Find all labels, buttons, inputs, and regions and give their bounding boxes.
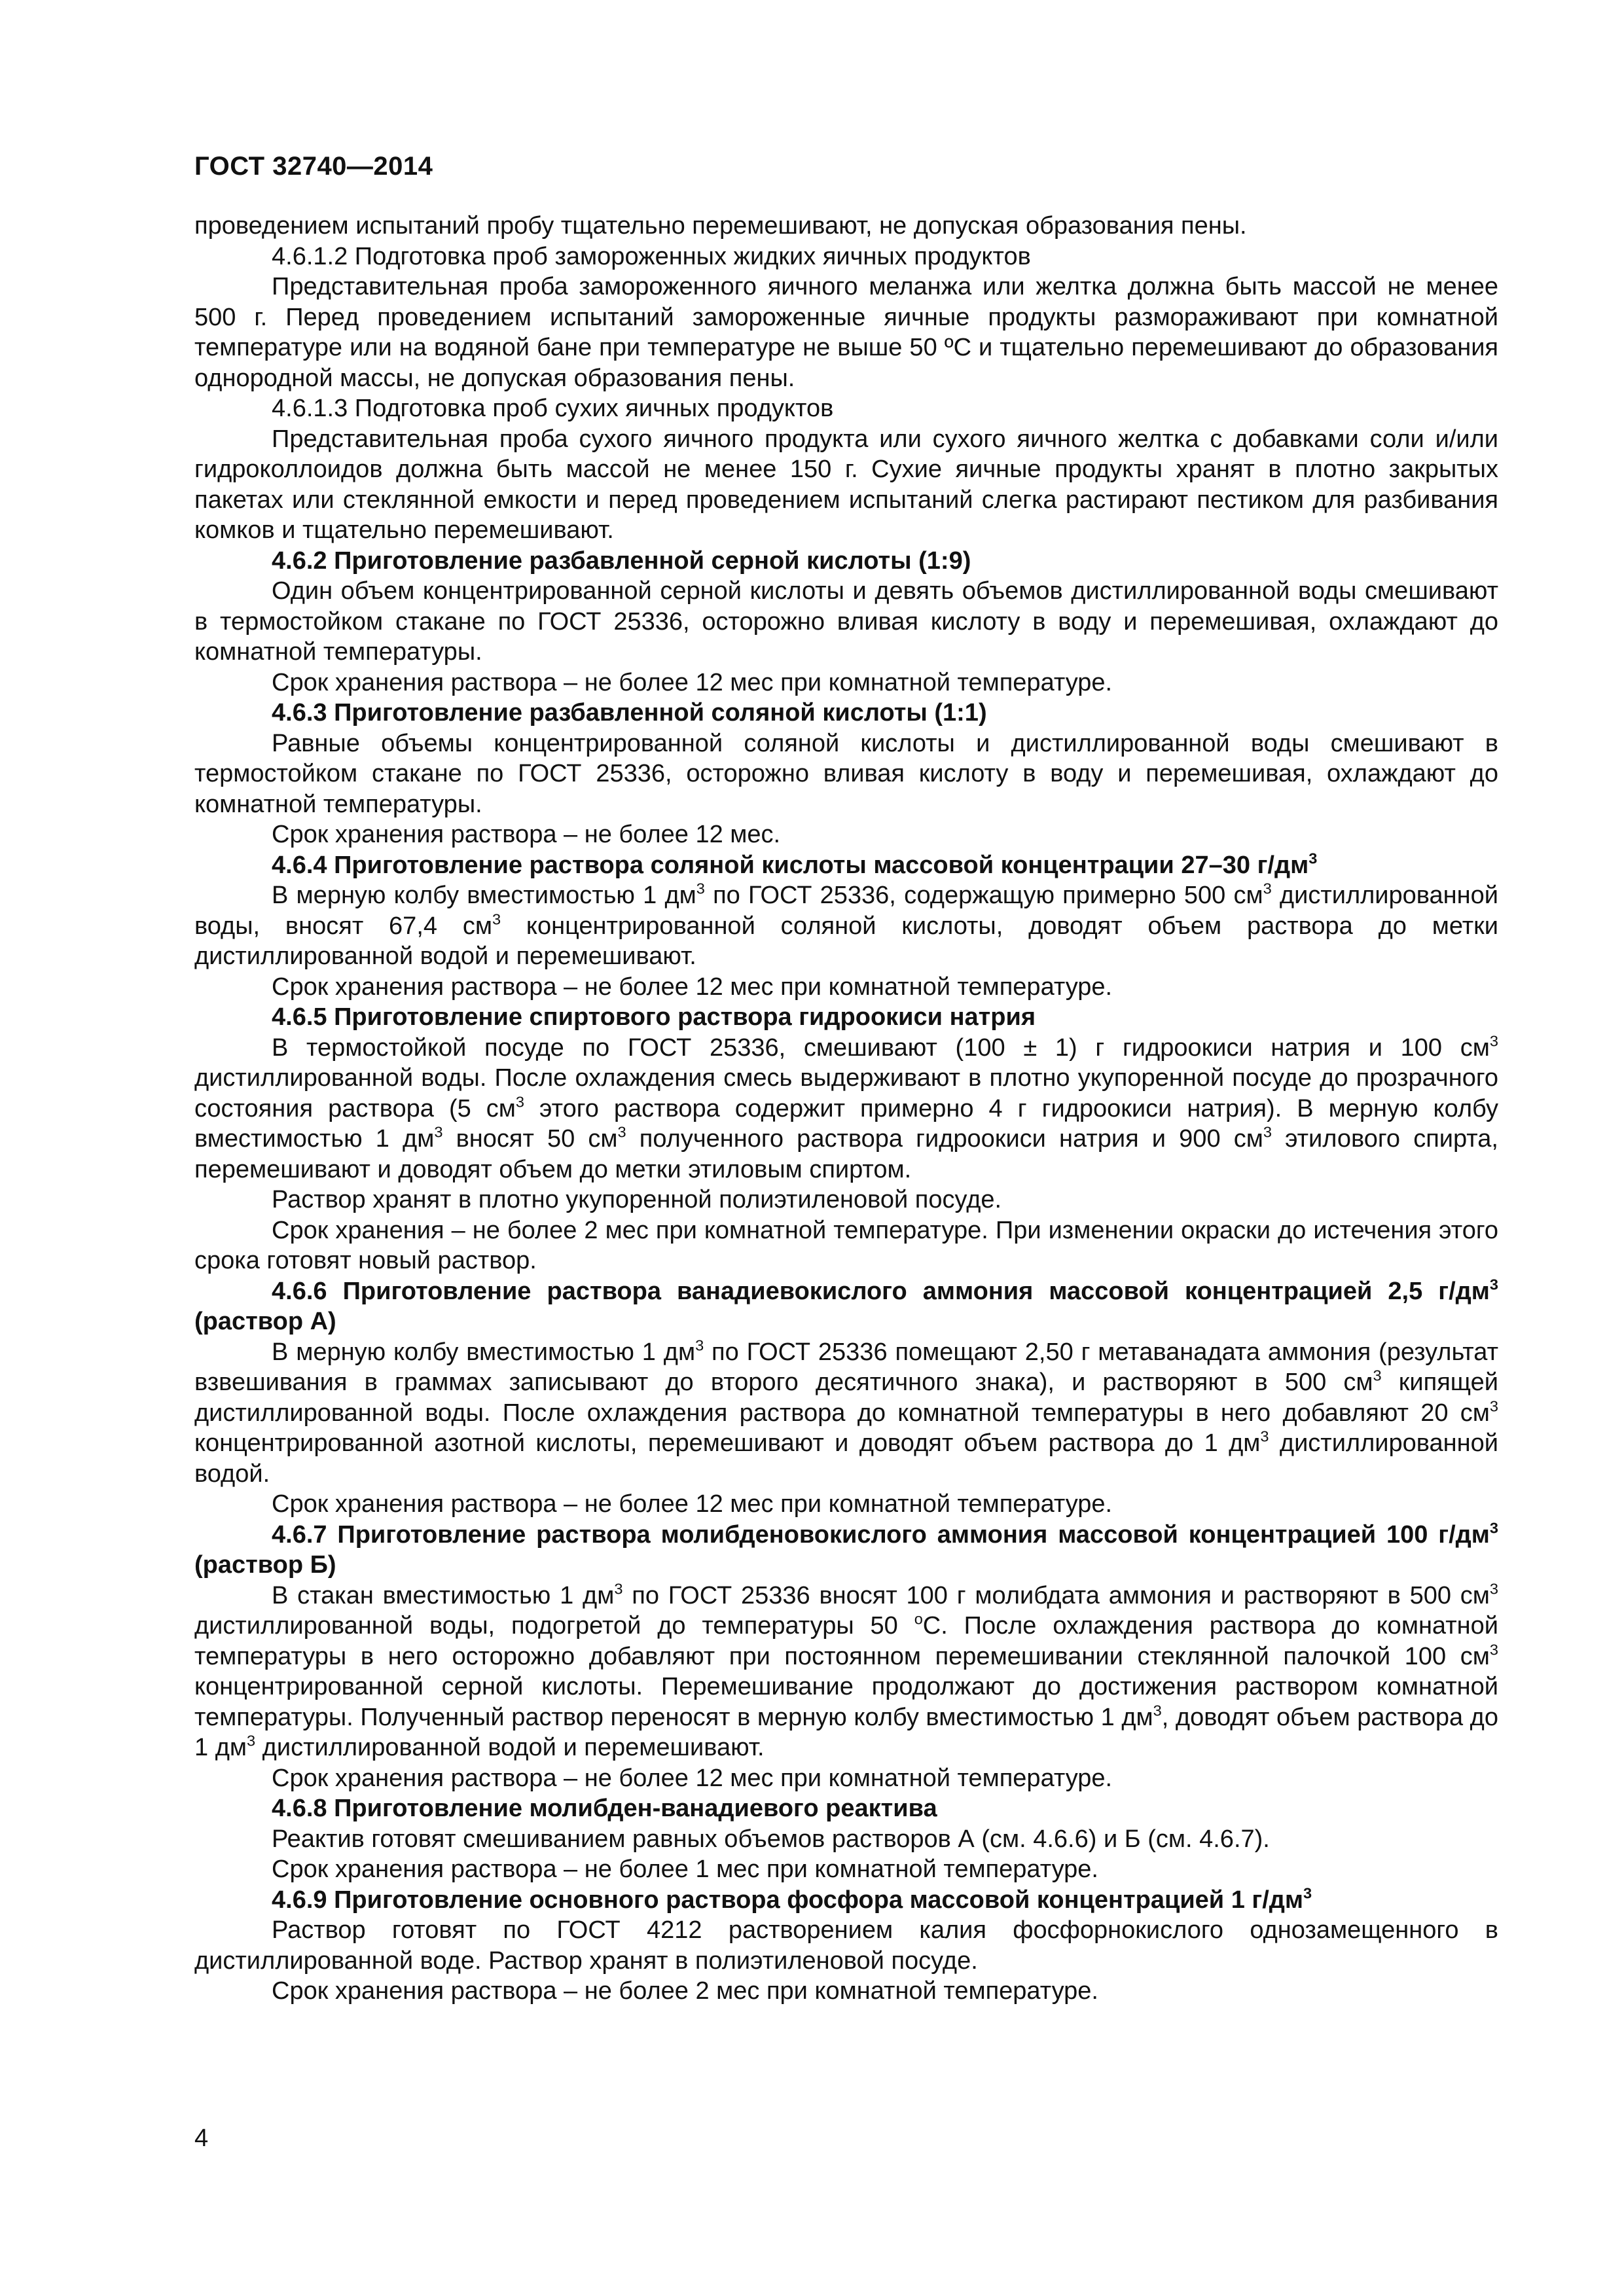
section-heading (194, 1276, 1498, 1337)
storage-note: Срок хранения раствора – не более 12 мес при комнатной температуре. (272, 1490, 1113, 1518)
superscript: 3 (1489, 1518, 1498, 1536)
heading-text: 4.6.6 Приготовление раствора ванадиевокислого аммония массовой концентрацией 2,5 г/дм (272, 1277, 1490, 1305)
superscript: 3 (1153, 1701, 1162, 1719)
paragraph (194, 1033, 1498, 1185)
storage-note: Срок хранения раствора – не более 12 мес при комнатной температуре. (272, 973, 1113, 1001)
superscript: 3 (1373, 1367, 1382, 1384)
paragraph: Равные объемы концентрированной соляной кислоты и дистиллированной воды смешивают в термостойком стакане по ГОСТ 25336, осторожно вливая кислоту в воду и перемешивая, охлаждают до комнатной температуры. (194, 729, 1498, 818)
superscript: 3 (1489, 1397, 1498, 1414)
superscript: 3 (1263, 1123, 1272, 1141)
text-run: этого раствора содержит примерно 4 г гидроокиси натрия). В мерную колбу вместимостью 1 дм (194, 1094, 1498, 1153)
heading-text: (раствор А) (194, 1308, 336, 1335)
superscript: 3 (1308, 849, 1318, 867)
superscript: 3 (434, 1123, 443, 1141)
superscript: 3 (1489, 1640, 1498, 1658)
section-heading (194, 1520, 1498, 1581)
text-run: по ГОСТ 25336 помещают 2,50 г метаванадата аммония (результат взвешивания в граммах записывают до второго десятичного знака), и растворяют в 500 см (194, 1338, 1498, 1396)
superscript: 3 (1489, 1275, 1498, 1293)
paragraph: Один объем концентрированной серной кислоты и девять объемов дистиллированной воды смешивают в термостойком стакане по ГОСТ 25336, осторожно вливая кислоту в воду и перемешивая, охлаждают до комнатной температуры. (194, 577, 1498, 666)
document-body (194, 211, 1498, 2007)
document-header: ГОСТ 32740—2014 (194, 152, 433, 181)
page-number: 4 (194, 2125, 209, 2152)
text-run: дистиллированной воды. После охлаждения смесь выдерживают в плотно укупоренной посуде до прозрачного состояния раствора (5 см (194, 1064, 1498, 1122)
storage-note: Срок хранения раствора – не более 1 мес при комнатной температуре. (272, 1856, 1098, 1883)
superscript: 3 (492, 910, 501, 927)
storage-note: Срок хранения раствора – не более 12 мес при комнатной температуре. (272, 668, 1113, 696)
text-run: В мерную колбу вместимостью 1 дм (272, 882, 696, 909)
superscript: o (914, 1610, 923, 1628)
storage-note: Срок хранения раствора – не более 12 мес. (272, 821, 781, 848)
superscript: 3 (1489, 1031, 1498, 1049)
heading-text: (раствор Б) (194, 1551, 336, 1579)
section-heading (194, 850, 1498, 881)
paragraph: Представительная проба замороженного яичного меланжа или желтка должна быть массой не менее 500 г. Перед проведением испытаний замороженные яичные продукты размораживают при комнатной температуре или на водяной бане при температуре не выше 50 ºС и тщательно перемешивают до образования однородной массы, не допуская образования пены. (194, 273, 1498, 392)
subsection-heading: 4.6.1.2 Подготовка проб замороженных жидких яичных продуктов (272, 242, 1031, 270)
paragraph (194, 880, 1498, 972)
text-run: концентрированной азотной кислоты, перемешивают и доводят объем раствора до 1 дм (194, 1429, 1261, 1457)
text-run: С. После охлаждения раствора до комнатной температуры в него осторожно добавляют при постоянном перемешивании стеклянной палочкой 100 см (194, 1612, 1498, 1670)
section-heading: 4.6.8 Приготовление молибден-ванадиевого реактива (272, 1795, 937, 1822)
heading-text: 4.6.9 Приготовление основного раствора фосфора массовой концентрацией 1 г/дм (272, 1886, 1304, 1914)
heading-text: 4.6.4 Приготовление раствора соляной кислоты массовой концентрации 27–30 г/дм (272, 851, 1309, 879)
paragraph: проведением испытаний пробу тщательно перемешивают, не допуская образования пены. (194, 212, 1247, 240)
paragraph: Реактив готовят смешиванием равных объемов растворов А (см. 4.6.6) и Б (см. 4.6.7). (272, 1825, 1270, 1853)
superscript: 3 (1260, 1427, 1269, 1445)
superscript: 3 (696, 880, 705, 897)
section-heading: 4.6.2 Приготовление разбавленной серной кислоты (1:9) (272, 547, 971, 575)
paragraph: Раствор хранят в плотно укупоренной полиэтиленовой посуде. (272, 1186, 1002, 1213)
text-run: по ГОСТ 25336, содержащую примерно 500 см (704, 882, 1263, 909)
text-run: дистиллированной водой. (194, 1429, 1498, 1488)
superscript: 3 (1489, 1579, 1499, 1597)
text-run: концентрированной соляной кислоты, доводят объем раствора до метки дистиллированной водой и перемешивают. (194, 912, 1498, 970)
paragraph: Представительная проба сухого яичного продукта или сухого яичного желтка с добавками соли и/или гидроколлоидов должна быть массой не менее 150 г. Сухие яичные продукты хранят в плотно закрытых пакетах или стеклянной емкости и перед проведением испытаний слегка растирают пестиком для разбивания комков и тщательно перемешивают. (194, 425, 1498, 544)
paragraph (194, 1337, 1498, 1490)
text-run: этилового спирта, перемешивают и доводят объем до метки этиловым спиртом. (194, 1125, 1498, 1183)
text-run: концентрированной серной кислоты. Перемешивание продолжают до достижения раствором комнатной температуры. Полученный раствор переносят в мерную колбу вместимостью 1 дм (194, 1673, 1498, 1731)
paragraph (194, 1581, 1498, 1763)
storage-note: Срок хранения раствора – не более 12 мес при комнатной температуре. (272, 1764, 1113, 1792)
storage-note: Срок хранения раствора – не более 2 мес при комнатной температуре. (272, 1977, 1098, 2005)
text-run: , доводят объем раствора до 1 дм (194, 1703, 1498, 1761)
heading-text: 4.6.7 Приготовление раствора молибденовокислого аммония массовой концентрацией 100 г/дм (272, 1520, 1490, 1549)
section-heading: 4.6.3 Приготовление разбавленной соляной кислоты (1:1) (272, 699, 987, 726)
superscript: 3 (614, 1579, 623, 1597)
superscript: 3 (515, 1092, 525, 1110)
superscript: 3 (1263, 880, 1272, 897)
superscript: 3 (695, 1336, 704, 1354)
paragraph: Раствор готовят по ГОСТ 4212 растворением калия фосфорнокислого однозамещенного в дистиллированной воде. Раствор хранят в полиэтиленовой посуде. (194, 1916, 1498, 1975)
text-run: кипящей дистиллированной воды. После охлаждения раствора до комнатной температуры в него добавляют 20 см (194, 1369, 1499, 1427)
text-run: по ГОСТ 25336 вносят 100 г молибдата аммония и растворяют в 500 см (623, 1581, 1490, 1609)
text-run: В термостойкой посуде по ГОСТ 25336, смешивают (100 ± 1) г гидроокиси натрия и 100 см (272, 1033, 1490, 1062)
text-run: В мерную колбу вместимостью 1 дм (272, 1338, 696, 1366)
text-run: В стакан вместимостью 1 дм (272, 1581, 615, 1609)
superscript: 3 (617, 1123, 626, 1141)
text-run: дистиллированной водой и перемешивают. (255, 1734, 765, 1761)
superscript: 3 (1303, 1884, 1312, 1901)
section-heading (194, 1885, 1498, 1916)
section-heading: 4.6.5 Приготовление спиртового раствора гидроокиси натрия (272, 1003, 1036, 1031)
text-run: вносят 50 см (442, 1125, 618, 1153)
text-run: дистиллированной воды, вносят 67,4 см (194, 882, 1499, 940)
superscript: 3 (247, 1732, 256, 1749)
storage-note: Срок хранения – не более 2 мес при комнатной температуре. При изменении окраски до истечения этого срока готовят новый раствор. (194, 1216, 1498, 1274)
text-run: полученного раствора гидроокиси натрия и 900 см (626, 1125, 1263, 1153)
text-run: дистиллированной воды, подогретой до температуры 50 (194, 1612, 914, 1640)
subsection-heading: 4.6.1.3 Подготовка проб сухих яичных продуктов (272, 395, 834, 422)
